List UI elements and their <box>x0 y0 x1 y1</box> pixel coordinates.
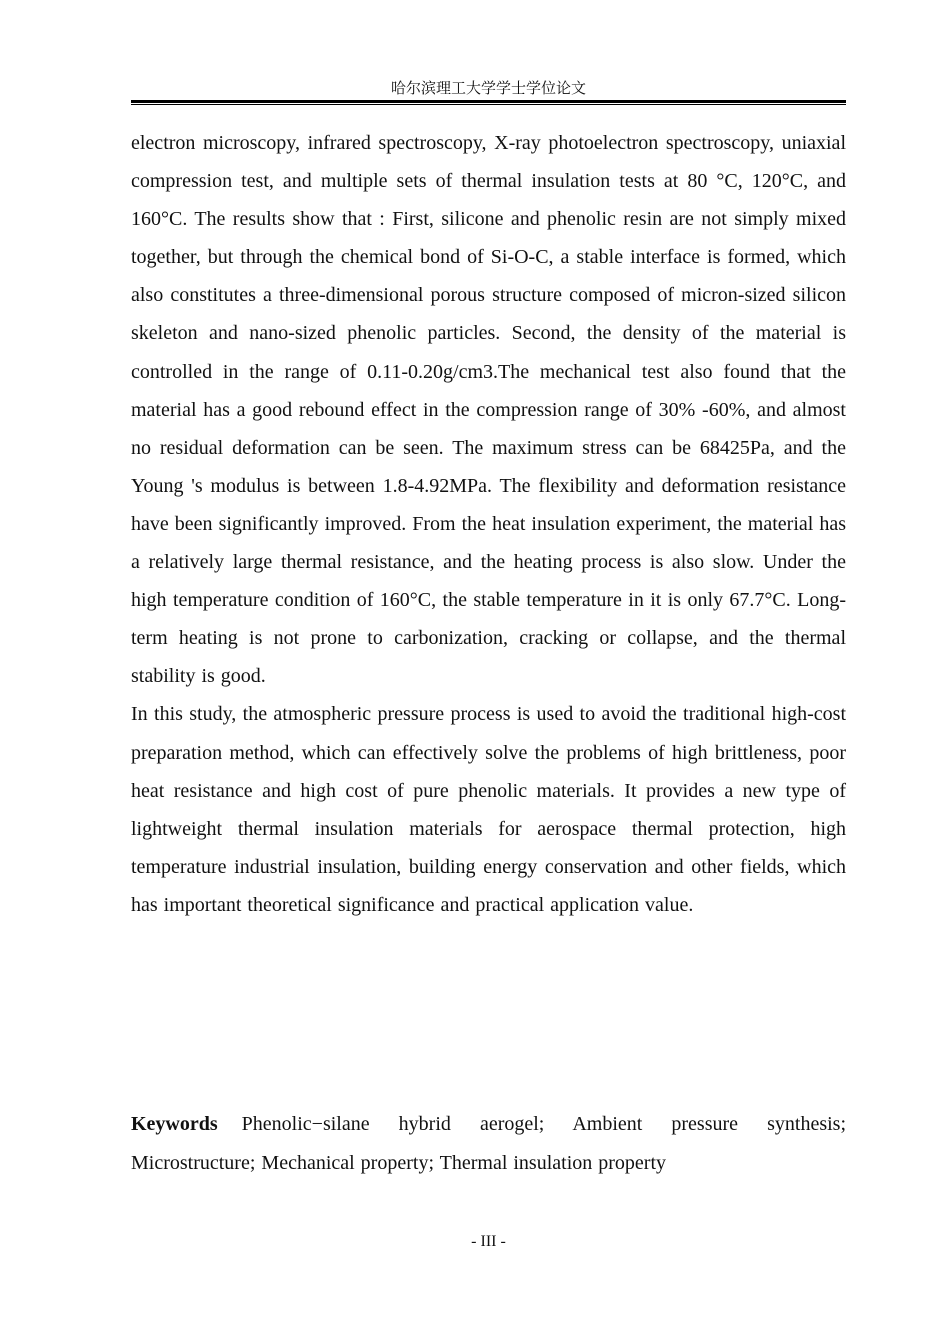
keywords-text: Phenolic−silane hybrid aerogel; Ambient pressure synthesis; Microstructure; Mechanical property; Thermal insulation property <box>131 1113 846 1174</box>
abstract-body <box>131 124 846 924</box>
page-number: - III - <box>471 1233 506 1250</box>
page-header-title: 哈尔滨理工大学学士学位论文 <box>390 79 586 97</box>
header-rule-thick <box>131 100 846 103</box>
keywords-block <box>131 1105 846 1183</box>
keywords-label: Keywords <box>131 1113 218 1135</box>
header-rule-thin <box>131 104 846 105</box>
abstract-paragraph-2: In this study, the atmospheric pressure process is used to avoid the traditional high-cost preparation method, which can effectively solve the problems of high brittleness, poor heat resistance and high cost of pure phenolic materials. It provides a new type of lightweight thermal insulation materials for aerospace thermal protection, high temperature industrial insulation, building energy conservation and other fields, which has important theoretical significance and practical application value. <box>131 703 846 916</box>
abstract-paragraph-1: electron microscopy, infrared spectroscopy, X-ray photoelectron spectroscopy, uniaxial compression test, and multiple sets of thermal insulation tests at 80 °C, 120°C, and 160°C. The results show that : First, silicone and phenolic resin are not simply mixed together, but through the chemical bond of Si-O-C, a stable interface is formed, which also constitutes a three-dimensional porous structure composed of micron-sized silicon skeleton and nano-sized phenolic particles. Second, the density of the material is controlled in the range of 0.11-0.20g/cm3.The mechanical test also found that the material has a good rebound effect in the compression range of 30% -60%, and almost no residual deformation can be seen. The maximum stress can be 68425Pa, and the Young 's modulus is between 1.8-4.92MPa. The flexibility and deformation resistance have been significantly improved. From the heat insulation experiment, the material has a relatively large thermal resistance, and the heating process is also slow. Under the high temperature condition of 160°C, the stable temperature in it is only 67.7°C. Long-term heating is not prone to carbonization, cracking or collapse, and the thermal stability is good. <box>131 132 846 688</box>
